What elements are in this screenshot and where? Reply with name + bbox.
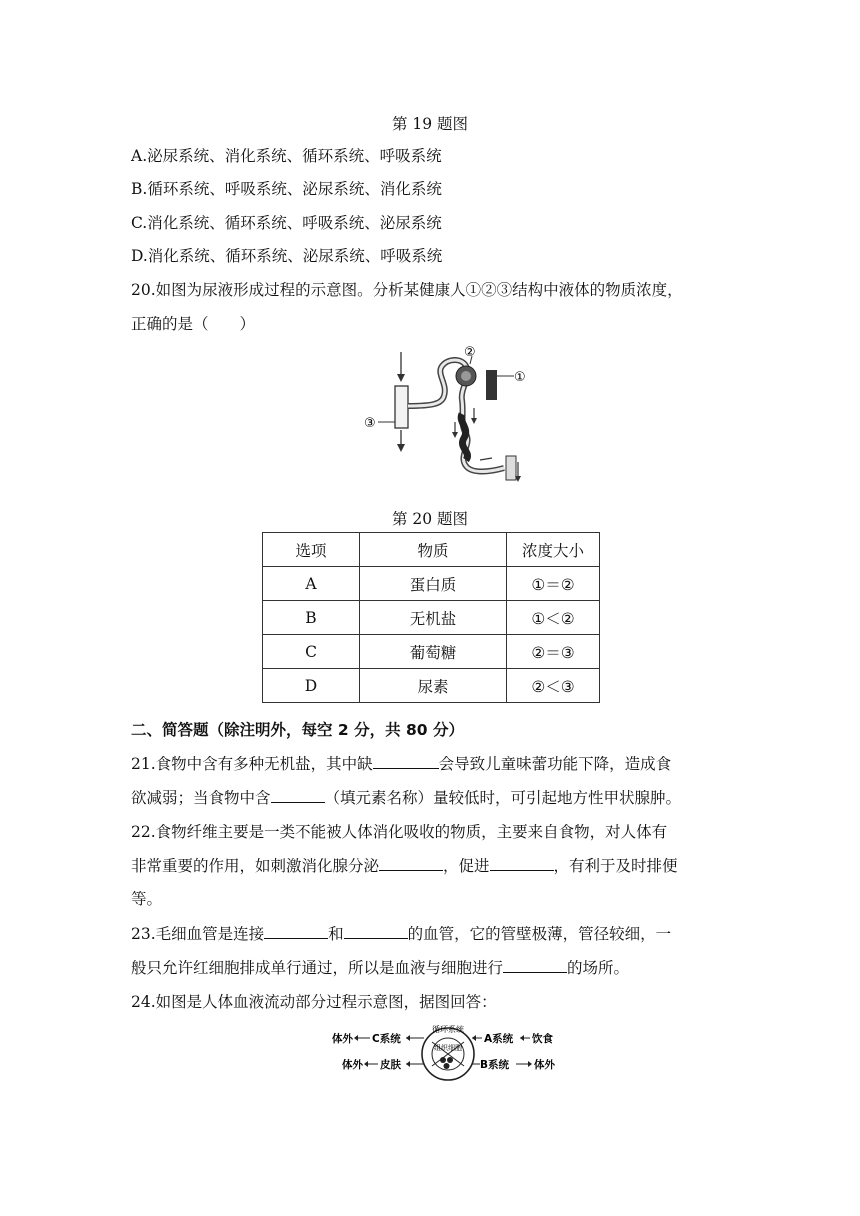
table-cell: 蛋白质 bbox=[360, 567, 507, 601]
q23-text: 的血管，它的管壁极薄，管径较细，一 bbox=[407, 925, 672, 943]
figure-19-caption: 第 19 题图 bbox=[391, 115, 469, 133]
table-cell: D bbox=[263, 669, 360, 703]
q20-stem-line1: 20.如图为尿液形成过程的示意图。分析某健康人①②③结构中液体的物质浓度， bbox=[131, 281, 683, 299]
food-label: 饮食 bbox=[532, 1033, 553, 1045]
table-cell: B bbox=[263, 601, 360, 635]
answer-blank[interactable] bbox=[373, 754, 439, 769]
table-row bbox=[263, 635, 600, 669]
outside-top-left: 体外 bbox=[332, 1033, 353, 1045]
q19-option-c: C.消化系统、循环系统、呼吸系统、泌尿系统 bbox=[131, 214, 442, 232]
nephron-diagram bbox=[362, 344, 532, 492]
label-1: ① bbox=[514, 370, 526, 385]
q24-stem: 24.如图是人体血液流动部分过程示意图，据图回答： bbox=[131, 993, 497, 1011]
table-row bbox=[263, 567, 600, 601]
answer-blank[interactable] bbox=[271, 788, 325, 803]
q23-text: 23.毛细血管是连接 bbox=[131, 925, 265, 943]
answer-blank[interactable] bbox=[344, 924, 408, 939]
q22-line3: 等。 bbox=[131, 890, 163, 908]
collecting-duct bbox=[395, 386, 408, 428]
q21-text: 21.食物中含有多种无机盐，其中缺 bbox=[131, 755, 373, 773]
table-cell: ①＜② bbox=[507, 601, 600, 635]
q22-line1: 22.食物纤维主要是一类不能被人体消化吸收的物质，主要来自食物，对人体有 bbox=[131, 823, 668, 841]
a-system-label: A系统 bbox=[484, 1033, 514, 1045]
q22-line2 bbox=[131, 856, 678, 876]
answer-blank[interactable] bbox=[503, 958, 567, 973]
answer-blank[interactable] bbox=[379, 856, 443, 871]
table-header: 选项 bbox=[263, 533, 360, 567]
table-cell: A bbox=[263, 567, 360, 601]
table-row bbox=[263, 669, 600, 703]
table-header: 浓度大小 bbox=[507, 533, 600, 567]
q23-text: 的场所。 bbox=[567, 959, 630, 977]
concentration-table bbox=[262, 532, 600, 703]
table-cell: ①＝② bbox=[507, 567, 600, 601]
q23-line1 bbox=[131, 924, 671, 944]
answer-blank[interactable] bbox=[490, 856, 554, 871]
blood-flow-diagram bbox=[330, 1020, 570, 1086]
label-3: ③ bbox=[364, 416, 376, 431]
table-header-row bbox=[263, 533, 600, 567]
label-2: ② bbox=[464, 345, 476, 360]
skin-label: 皮肤 bbox=[380, 1059, 401, 1071]
table-row bbox=[263, 601, 600, 635]
q20-stem-line2: 正确的是（ ） bbox=[131, 315, 256, 333]
tissue-label: 组织细胞 bbox=[434, 1044, 462, 1052]
figure-20-caption: 第 20 题图 bbox=[391, 510, 469, 528]
q19-option-b: B.循环系统、呼吸系统、泌尿系统、消化系统 bbox=[131, 180, 442, 198]
answer-blank[interactable] bbox=[264, 924, 328, 939]
table-cell: ②＜③ bbox=[507, 669, 600, 703]
outside-bottom-right: 体外 bbox=[534, 1059, 555, 1071]
section-2-title: 二、简答题（除注明外，每空 2 分，共 80 分） bbox=[131, 721, 464, 739]
table-cell: 尿素 bbox=[360, 669, 507, 703]
q22-text: ，促进 bbox=[443, 857, 490, 875]
b-system-label: B系统 bbox=[480, 1059, 510, 1071]
q19-option-a: A.泌尿系统、消化系统、循环系统、呼吸系统 bbox=[131, 147, 442, 165]
q21-text: 会导致儿童味蕾功能下降，造成食 bbox=[438, 755, 672, 773]
table-cell: 无机盐 bbox=[360, 601, 507, 635]
q21-line1 bbox=[131, 754, 671, 774]
table-cell: ②＝③ bbox=[507, 635, 600, 669]
q22-text: ，有利于及时排便 bbox=[553, 857, 678, 875]
q23-line2 bbox=[131, 958, 629, 978]
q21-line2 bbox=[131, 788, 681, 808]
blood-vessel bbox=[486, 370, 497, 400]
q23-text: 般只允许红细胞排成单行通过，所以是血液与细胞进行 bbox=[131, 959, 504, 977]
circulation-label: 循环系统 bbox=[432, 1025, 464, 1034]
q21-text: 欲减弱；当食物中含 bbox=[131, 789, 271, 807]
c-system-label: C系统 bbox=[372, 1033, 401, 1045]
table-cell: 葡萄糖 bbox=[360, 635, 507, 669]
outside-bottom-left: 体外 bbox=[342, 1059, 363, 1071]
q19-option-d: D.消化系统、循环系统、泌尿系统、呼吸系统 bbox=[131, 247, 443, 265]
table-cell: C bbox=[263, 635, 360, 669]
table-header: 物质 bbox=[360, 533, 507, 567]
q22-text: 非常重要的作用，如刺激消化腺分泌 bbox=[131, 857, 380, 875]
q23-text: 和 bbox=[328, 925, 344, 943]
q21-text: （填元素名称）量较低时，可引起地方性甲状腺肿。 bbox=[324, 789, 682, 807]
